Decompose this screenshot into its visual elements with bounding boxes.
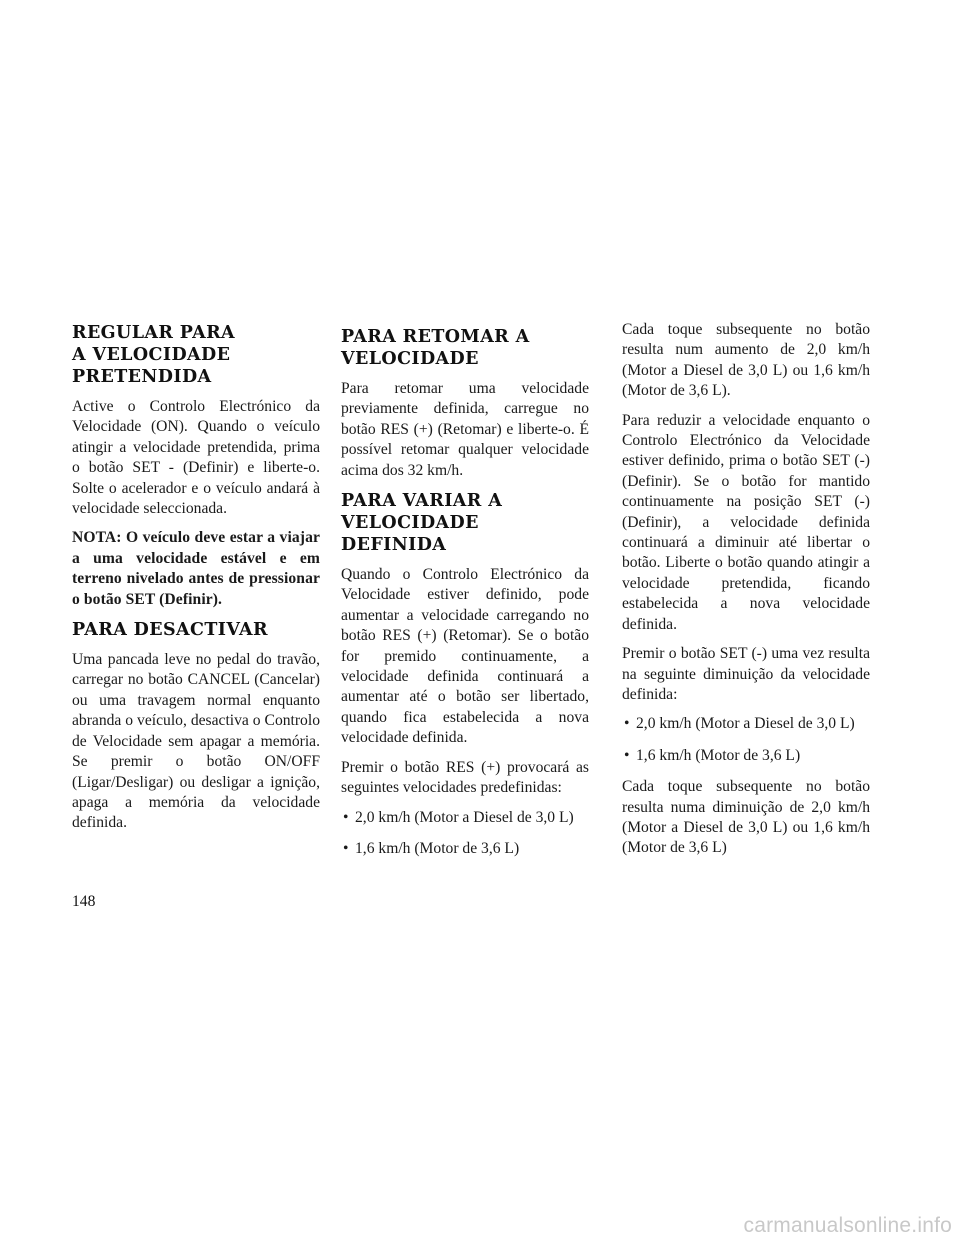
- heading-variar-velocidade: PARA VARIAR A VELOCIDADE DEFINIDA: [341, 491, 503, 556]
- paragraph: Quando o Controlo Electrónico da Velocidade estiver definido, pode aumentar a velocidade carregando no botão RES (+) (Retomar). Se o botão for premido continuamente, a velocidade definida continuará a aumentar até o botão ser libertado, quando fica estabelecida a nova velocidade definida.: [341, 566, 589, 747]
- bullet-list: [341, 808, 589, 860]
- paragraph: Uma pancada leve no pedal do travão, carregar no botão CANCEL (Cancelar) ou uma travagem normal enquanto abranda o veículo, desactiva o Controlo de Velocidade sem apagar a memória. Se premir o botão ON/OFF (Ligar/Desligar) ou desligar a ignição, apaga a memória da velocidade definida.: [72, 651, 320, 832]
- watermark: carmanualsonline.info: [743, 1214, 952, 1237]
- heading-retomar-velocidade: PARA RETOMAR A VELOCIDADE: [341, 327, 530, 369]
- list-item: • 1,6 km/h (Motor de 3,6 L): [622, 746, 870, 766]
- heading-desactivar: PARA DESACTIVAR: [72, 620, 268, 641]
- paragraph: Premir o botão RES (+) provocará as seguintes velocidades predefinidas:: [341, 758, 589, 797]
- paragraph: Para retomar uma velocidade previamente definida, carregue no botão RES (+) (Retomar) e liberte-o. É possível retomar qualquer velocidade acima dos 32 km/h.: [341, 380, 589, 479]
- paragraph: Cada toque subsequente no botão resulta numa diminuição de 2,0 km/h (Motor a Diesel de 3,0 L) ou 1,6 km/h (Motor de 3,6 L): [622, 778, 870, 857]
- list-item: • 1,6 km/h (Motor de 3,6 L): [341, 839, 589, 859]
- paragraph: Premir o botão SET (-) uma vez resulta na seguinte diminuição da velocidade definida:: [622, 645, 870, 703]
- note-paragraph: NOTA: O veículo deve estar a viajar a uma velocidade estável e em terreno nivelado antes de pressionar o botão SET (Definir).: [72, 529, 320, 608]
- heading-regular-velocidade: REGULAR PARA A VELOCIDADE PRETENDIDA: [72, 323, 235, 387]
- column-2: [341, 326, 589, 870]
- paragraph: Cada toque subsequente no botão resulta num aumento de 2,0 km/h (Motor a Diesel de 3,0 L) ou 1,6 km/h (Motor de 3,6 L).: [622, 321, 870, 400]
- column-1: [72, 322, 320, 843]
- paragraph: Para reduzir a velocidade enquanto o Controlo Electrónico da Velocidade estiver definido, prima o botão SET (-) (Definir). Se o botão for mantido continuamente na posição SET (-) (Definir), a velocidade definida continuará a diminuir até libertar o botão. Liberte o botão quando atingir a velocidade pretendida, ficando estabelecida a nova velocidade definida.: [622, 411, 870, 633]
- paragraph: Active o Controlo Electrónico da Velocidade (ON). Quando o veículo atingir a velocidade pretendida, prima o botão SET - (Definir) e liberte-o. Solte o acelerador e o veículo andará à velocidade seleccionada.: [72, 398, 320, 518]
- list-item: • 2,0 km/h (Motor a Diesel de 3,0 L): [341, 808, 589, 828]
- column-3: [622, 320, 870, 868]
- list-item: • 2,0 km/h (Motor a Diesel de 3,0 L): [622, 714, 870, 734]
- bullet-list: [622, 714, 870, 766]
- page-number: 148: [72, 893, 96, 910]
